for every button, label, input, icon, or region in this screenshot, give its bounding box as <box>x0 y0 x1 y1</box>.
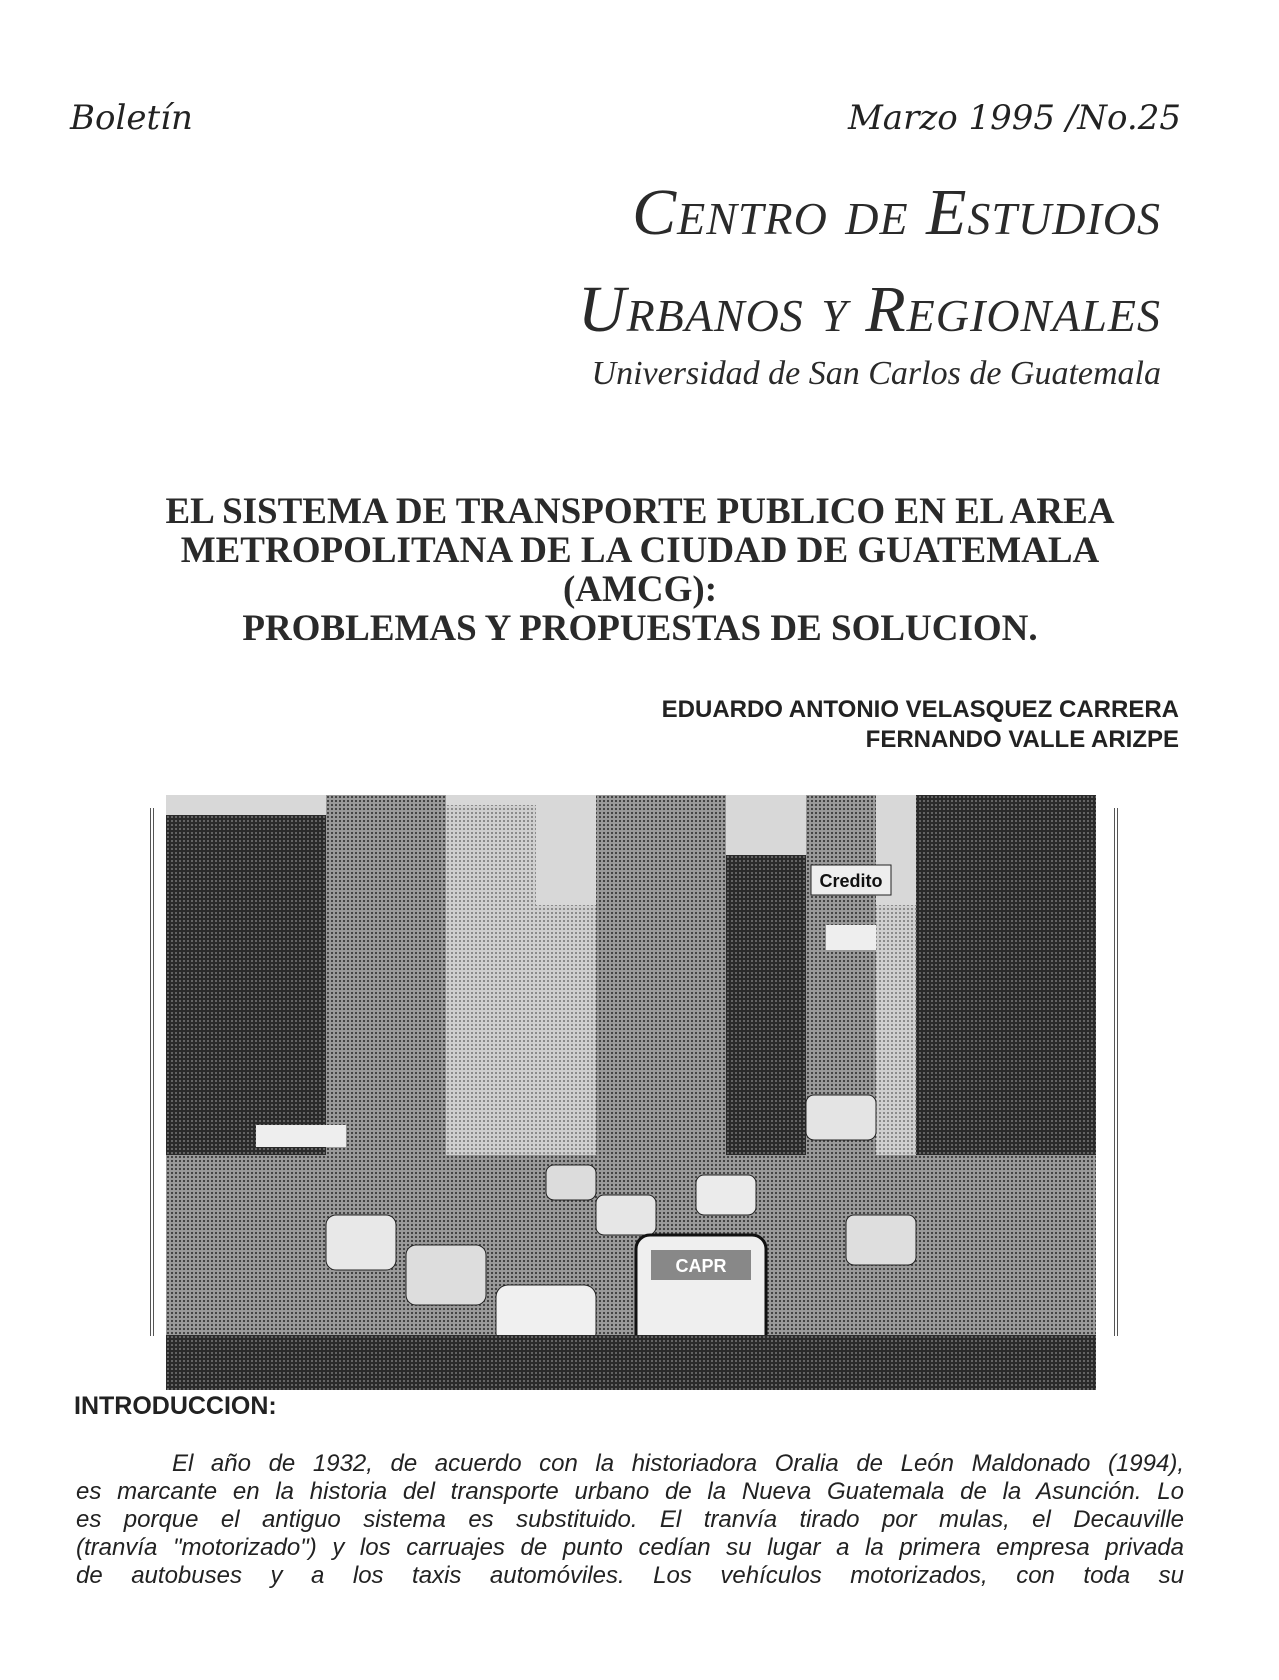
paragraph-line: de autobuses y a los taxis automóviles. Los vehículos motorizados, con toda su <box>76 1562 1184 1589</box>
bulletin-label: Boletín <box>70 98 193 138</box>
institution-name-line1: Centro de Estudios <box>632 176 1161 249</box>
title-line: PROBLEMAS Y PROPUESTAS DE SOLUCION. <box>242 608 1038 649</box>
street-traffic-photo <box>166 795 1096 1390</box>
article-title <box>80 492 1200 648</box>
shop-sign-text: Credito <box>819 871 883 891</box>
authors <box>662 695 1179 755</box>
title-line: (AMCG): <box>562 569 718 610</box>
university-name: Universidad de San Carlos de Guatemala <box>591 355 1161 392</box>
issue-date: Marzo 1995 /No.25 <box>847 98 1181 138</box>
paragraph-line: (tranvía "motorizado") y los carruajes de punto cedían su lugar a la primera empresa privada <box>76 1534 1184 1561</box>
introduction-heading: INTRODUCCION: <box>74 1392 277 1420</box>
bus-sign-text: CAPR <box>675 1256 727 1276</box>
author-name: EDUARDO ANTONIO VELASQUEZ CARRERA <box>661 696 1179 723</box>
street-traffic-illustration <box>166 795 1096 1390</box>
paragraph-line: es marcante en la historia del transporte urbano de la Nueva Guatemala de la Asunción. Lo <box>76 1478 1184 1505</box>
introduction-paragraph <box>76 1450 1184 1590</box>
author-name: FERNANDO VALLE ARIZPE <box>865 726 1179 753</box>
title-line: METROPOLITANA DE LA CIUDAD DE GUATEMALA <box>180 530 1100 571</box>
paragraph-line: El año de 1932, de acuerdo con la historiadora Oralia de León Maldonado (1994), <box>172 1450 1184 1477</box>
institution-name-line2: Urbanos y Regionales <box>577 273 1161 346</box>
paragraph-line: es porque el antiguo sistema es substituido. El tranvía tirado por mulas, el Decauville <box>76 1506 1184 1533</box>
title-line: EL SISTEMA DE TRANSPORTE PUBLICO EN EL AREA <box>165 491 1115 532</box>
